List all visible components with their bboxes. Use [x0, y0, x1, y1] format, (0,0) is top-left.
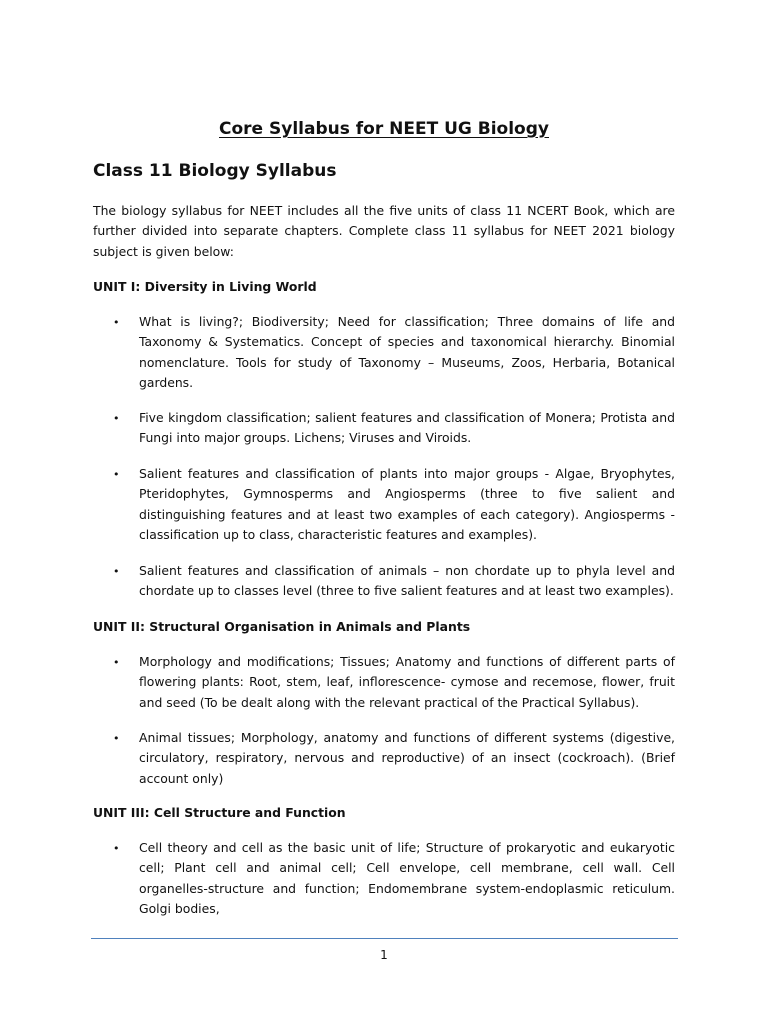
list-item-text: What is living?; Biodiversity; Need for classification; Three domains of life and Taxonomy & Systematics. Concept of species and taxonomical hierarchy. Binomial nomenclature. Tools for study of Taxonomy – Museums, Zoos, Herbaria, Botanical gardens. — [139, 314, 675, 391]
page-number: 1 — [380, 948, 388, 962]
bullet-icon: • — [113, 316, 120, 329]
unit-3-heading: UNIT III: Cell Structure and Function — [93, 805, 346, 820]
document-title: Core Syllabus for NEET UG Biology — [219, 119, 549, 139]
list-item — [113, 728, 675, 789]
list-item — [113, 561, 675, 602]
list-item — [113, 838, 675, 920]
section-heading: Class 11 Biology Syllabus — [93, 161, 337, 181]
list-item-text: Salient features and classification of plants into major groups - Algae, Bryophytes, Pteridophytes, Gymnosperms and Angiosperms (three to five salient and distinguishing features and at least two examples of each category). Angiosperms - classification up to class, characteristic features and examples). — [139, 466, 675, 543]
list-item-text: Cell theory and cell as the basic unit of life; Structure of prokaryotic and eukaryotic cell; Plant cell and animal cell; Cell envelope, cell membrane, cell wall. Cell organelles-structure and function; Endomembrane system-endoplasmic reticulum. Golgi bodies, — [139, 840, 675, 917]
intro-paragraph: The biology syllabus for NEET includes all the five units of class 11 NCERT Book, which are further divided into separate chapters. Complete class 11 syllabus for NEET 2021 biology subject is given below: — [93, 203, 675, 259]
bullet-icon: • — [113, 565, 120, 578]
bullet-icon: • — [113, 732, 120, 745]
list-item-text: Animal tissues; Morphology, anatomy and functions of different systems (digestive, circulatory, respiratory, nervous and reproductive) of an insect (cockroach). (Brief account only) — [139, 730, 675, 786]
bullet-icon: • — [113, 656, 120, 669]
list-item — [113, 408, 675, 449]
list-item-text: Five kingdom classification; salient features and classification of Monera; Protista and Fungi into major groups. Lichens; Viruses and Viroids. — [139, 410, 675, 446]
list-item-text: Morphology and modifications; Tissues; Anatomy and functions of different parts of flowering plants: Root, stem, leaf, inflorescence- cymose and recemose, flower, fruit and seed (To be dealt along with the relevant practical of the Practical Syllabus). — [139, 654, 675, 710]
list-item — [113, 464, 675, 546]
footer-divider — [91, 938, 678, 939]
bullet-icon: • — [113, 412, 120, 425]
list-item-text: Salient features and classification of animals – non chordate up to phyla level and chordate up to classes level (three to five salient features and at least two examples). — [139, 563, 675, 599]
unit-1-heading: UNIT I: Diversity in Living World — [93, 279, 317, 294]
list-item — [113, 652, 675, 713]
list-item — [113, 312, 675, 394]
unit-2-heading: UNIT II: Structural Organisation in Animals and Plants — [93, 619, 471, 634]
bullet-icon: • — [113, 842, 120, 855]
bullet-icon: • — [113, 468, 120, 481]
